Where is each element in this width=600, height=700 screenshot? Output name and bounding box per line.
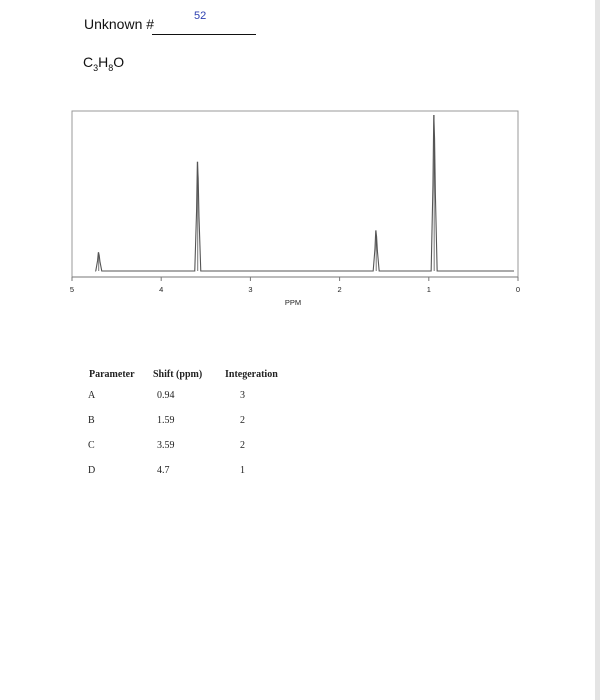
cell-shift: 1.59 xyxy=(157,415,175,426)
cell-integration: 2 xyxy=(240,415,245,426)
x-tick-label: 2 xyxy=(337,285,342,294)
cell-parameter: C xyxy=(88,440,95,451)
cell-shift: 3.59 xyxy=(157,440,175,451)
formula-c-count: 3 xyxy=(93,62,99,73)
cell-parameter: B xyxy=(88,415,95,426)
x-axis-ticks xyxy=(70,277,520,294)
spectrum-trace xyxy=(96,115,514,271)
peak-markers xyxy=(99,115,434,271)
cell-integration: 1 xyxy=(240,465,245,476)
cell-parameter: A xyxy=(88,390,96,401)
page-edge xyxy=(595,0,600,700)
cell-parameter: D xyxy=(88,465,96,476)
table-row xyxy=(86,408,300,433)
header-shift: Shift (ppm) xyxy=(153,369,203,380)
unknown-label: Unknown # xyxy=(84,16,155,32)
molecular-formula xyxy=(83,54,124,73)
formula-c: C xyxy=(83,54,94,70)
unknown-blank-line xyxy=(152,34,256,35)
unknown-number: 52 xyxy=(194,10,207,22)
table-header-row xyxy=(86,366,300,383)
formula-h-count: 8 xyxy=(108,62,114,73)
header-parameter: Parameter xyxy=(89,369,135,380)
formula-o: O xyxy=(113,54,125,70)
x-tick-label: 4 xyxy=(159,285,164,294)
header-integration: Integeration xyxy=(225,369,278,380)
x-tick-label: 5 xyxy=(69,285,75,294)
nmr-spectrum-chart xyxy=(60,105,530,320)
formula-h: H xyxy=(98,54,109,70)
x-axis-label: PPM xyxy=(284,298,302,307)
cell-integration: 2 xyxy=(240,440,245,451)
table-row xyxy=(86,433,300,458)
cell-integration: 3 xyxy=(240,390,245,401)
cell-shift: 4.7 xyxy=(157,465,170,476)
x-tick-label: 3 xyxy=(248,285,253,294)
table-row xyxy=(86,383,300,408)
cell-shift: 0.94 xyxy=(157,390,175,401)
x-tick-label: 1 xyxy=(426,285,431,294)
x-tick-label: 0 xyxy=(515,285,521,294)
parameter-table xyxy=(86,366,300,483)
table-row xyxy=(86,458,300,483)
plot-frame xyxy=(72,111,518,277)
